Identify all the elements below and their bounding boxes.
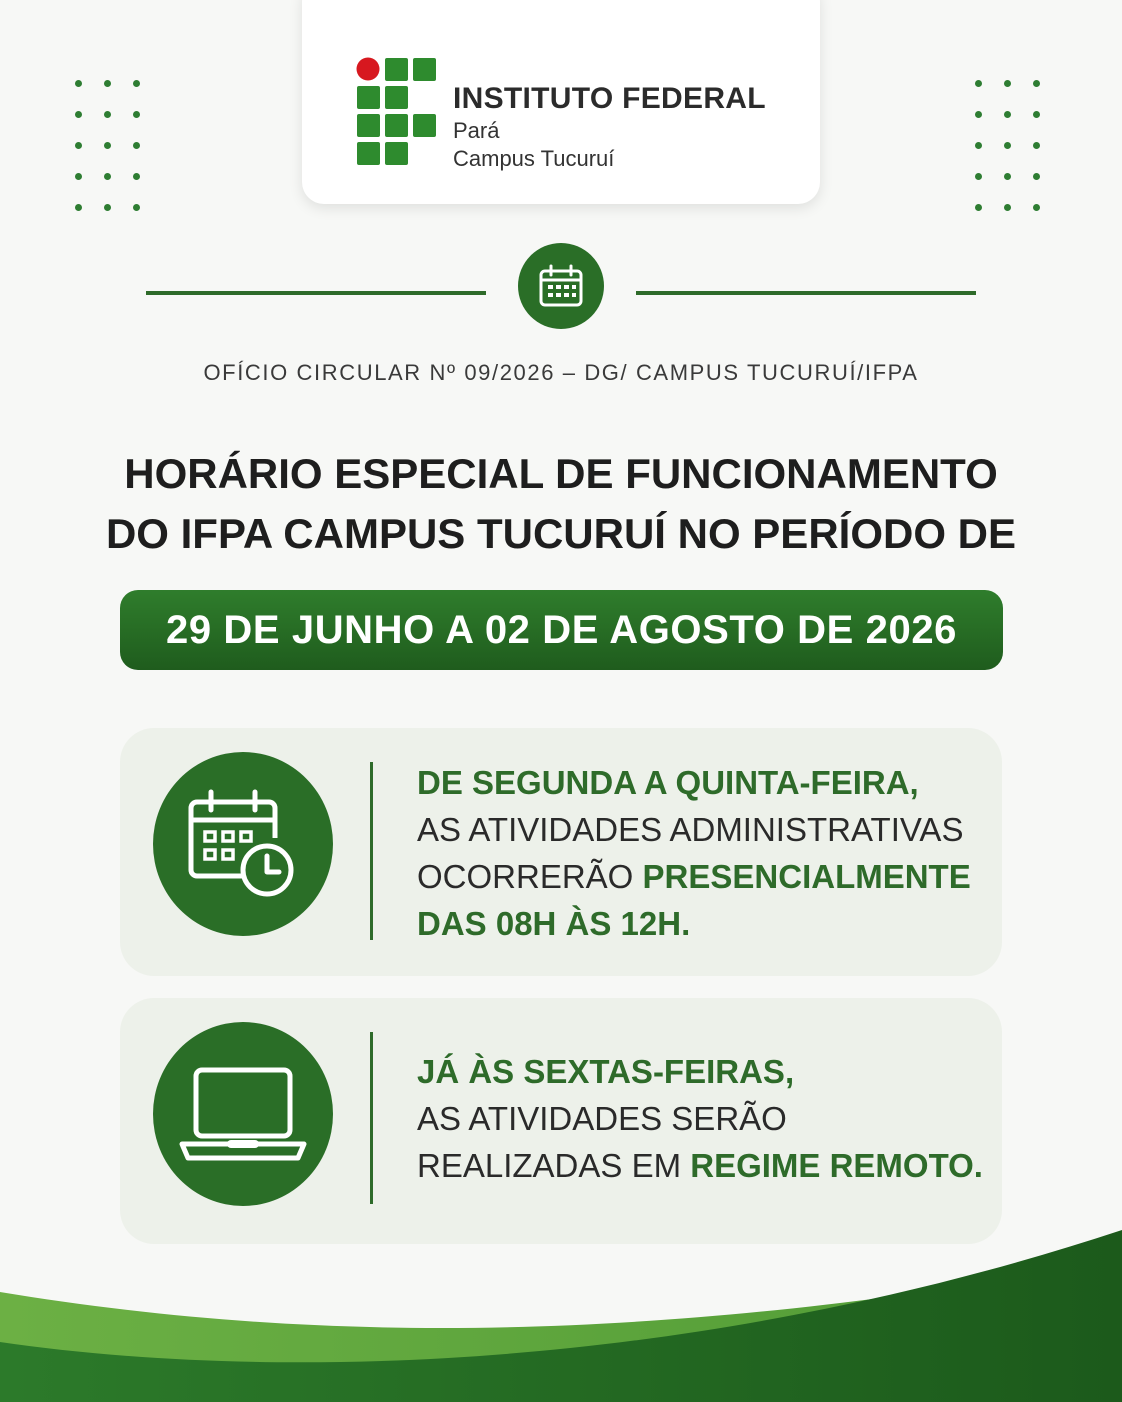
friday-heading: JÁ ÀS SEXTAS-FEIRAS, <box>417 1053 795 1090</box>
laptop-icon <box>178 1064 308 1164</box>
divider-line-left <box>146 291 486 295</box>
calendar-clock-icon <box>183 784 303 904</box>
friday-card-separator <box>370 1032 373 1204</box>
weekday-schedule-text <box>417 759 971 947</box>
friday-icon-badge <box>153 1022 333 1206</box>
ifpa-logo-mark <box>356 57 438 169</box>
weekday-card-separator <box>370 762 373 940</box>
divider-calendar-badge <box>518 243 604 329</box>
headline-line-2: DO IFPA CAMPUS TUCURUÍ NO PERÍODO DE <box>105 510 1017 557</box>
decorative-dots-left <box>75 80 140 211</box>
campus-name: Campus Tucuruí <box>453 146 615 171</box>
weekday-line-3-prefix: OCORRERÃO <box>417 858 643 895</box>
weekday-icon-badge <box>153 752 333 936</box>
weekday-heading: DE SEGUNDA A QUINTA-FEIRA, <box>417 764 919 801</box>
weekday-mode-highlight: PRESENCIALMENTE <box>642 858 971 895</box>
friday-line-3-prefix: REALIZADAS EM <box>417 1147 691 1184</box>
friday-line-3 <box>417 1142 983 1189</box>
calendar-icon <box>538 263 584 309</box>
divider-line-right <box>636 291 976 295</box>
date-range-banner: 29 DE JUNHO A 02 DE AGOSTO DE 2026 <box>120 590 1003 670</box>
weekday-hours: DAS 08H ÀS 12H. <box>417 905 691 942</box>
friday-schedule-text <box>417 1048 983 1189</box>
official-letter-reference: OFÍCIO CIRCULAR Nº 09/2026 – DG/ CAMPUS TUCURUÍ/IFPA <box>203 360 919 385</box>
weekday-line-3 <box>417 853 971 900</box>
institution-name: INSTITUTO FEDERAL <box>453 82 766 115</box>
state-name: Pará <box>453 118 500 143</box>
friday-line-2: AS ATIVIDADES SERÃO <box>417 1100 787 1137</box>
headline-line-1: HORÁRIO ESPECIAL DE FUNCIONAMENTO <box>124 450 998 497</box>
footer-wave <box>0 1220 1122 1402</box>
friday-mode-highlight: REGIME REMOTO. <box>690 1147 983 1184</box>
weekday-line-2: AS ATIVIDADES ADMINISTRATIVAS <box>417 811 964 848</box>
decorative-dots-right <box>975 80 1040 211</box>
